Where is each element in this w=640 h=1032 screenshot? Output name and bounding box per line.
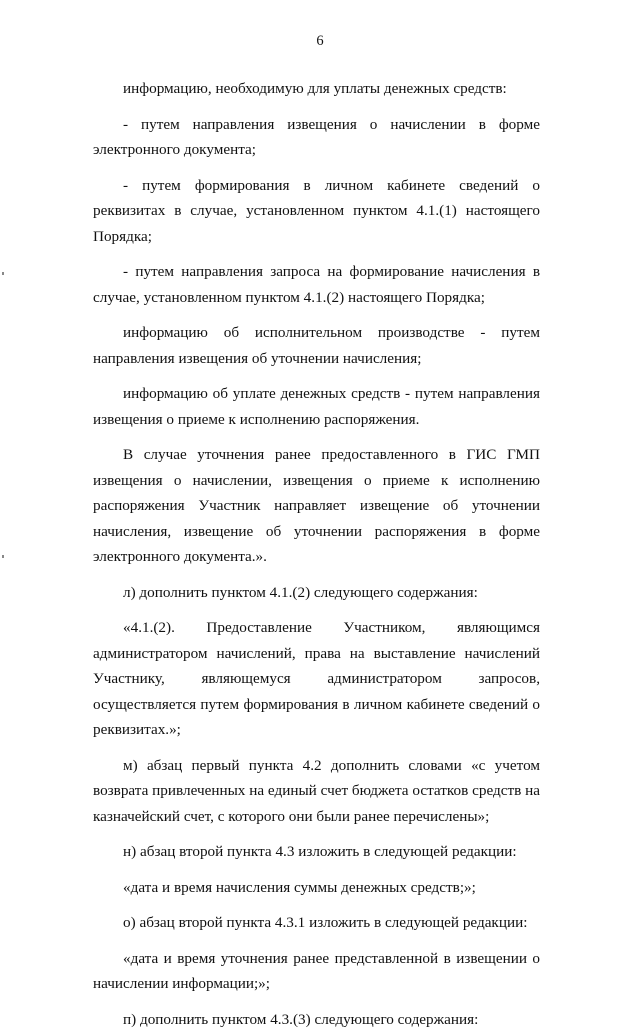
paragraph: - путем направления запроса на формирование начисления в случае, установленном пунктом 4.1.(2) настоящего Порядка; <box>93 259 540 310</box>
paragraph: м) абзац первый пункта 4.2 дополнить словами «с учетом возврата привлеченных на единый счет бюджета остатков средств на казначейский счет, с которого они были ранее перечислены»; <box>93 753 540 830</box>
paragraph: В случае уточнения ранее предоставленного в ГИС ГМП извещения о начислении, извещения о приеме к исполнению распоряжения Участник направляет извещение об уточнении начисления, извещение об уточнении распоряжения в форме электронного документа.». <box>93 442 540 570</box>
paragraph: п) дополнить пунктом 4.3.(3) следующего содержания: <box>93 1007 540 1032</box>
document-body <box>93 76 540 1032</box>
scan-edge-mark <box>2 555 4 558</box>
paragraph: «4.1.(2). Предоставление Участником, являющимся администратором начислений, права на выставление начислений Участнику, являющемуся администратором запросов, осуществляется путем формирования в личном кабинете сведений о реквизитах.»; <box>93 615 540 743</box>
page-number: 6 <box>0 33 640 50</box>
paragraph: информацию, необходимую для уплаты денежных средств: <box>93 76 540 102</box>
paragraph: информацию об исполнительном производстве - путем направления извещения об уточнении начисления; <box>93 320 540 371</box>
paragraph: н) абзац второй пункта 4.3 изложить в следующей редакции: <box>93 839 540 865</box>
scan-edge-mark <box>2 272 4 275</box>
paragraph: информацию об уплате денежных средств - путем направления извещения о приеме к исполнению распоряжения. <box>93 381 540 432</box>
paragraph: «дата и время начисления суммы денежных средств;»; <box>93 875 540 901</box>
paragraph: - путем формирования в личном кабинете сведений о реквизитах в случае, установленном пунктом 4.1.(1) настоящего Порядка; <box>93 173 540 250</box>
paragraph: - путем направления извещения о начислении в форме электронного документа; <box>93 112 540 163</box>
paragraph: л) дополнить пунктом 4.1.(2) следующего содержания: <box>93 580 540 606</box>
paragraph: о) абзац второй пункта 4.3.1 изложить в следующей редакции: <box>93 910 540 936</box>
paragraph: «дата и время уточнения ранее представленной в извещении о начислении информации;»; <box>93 946 540 997</box>
